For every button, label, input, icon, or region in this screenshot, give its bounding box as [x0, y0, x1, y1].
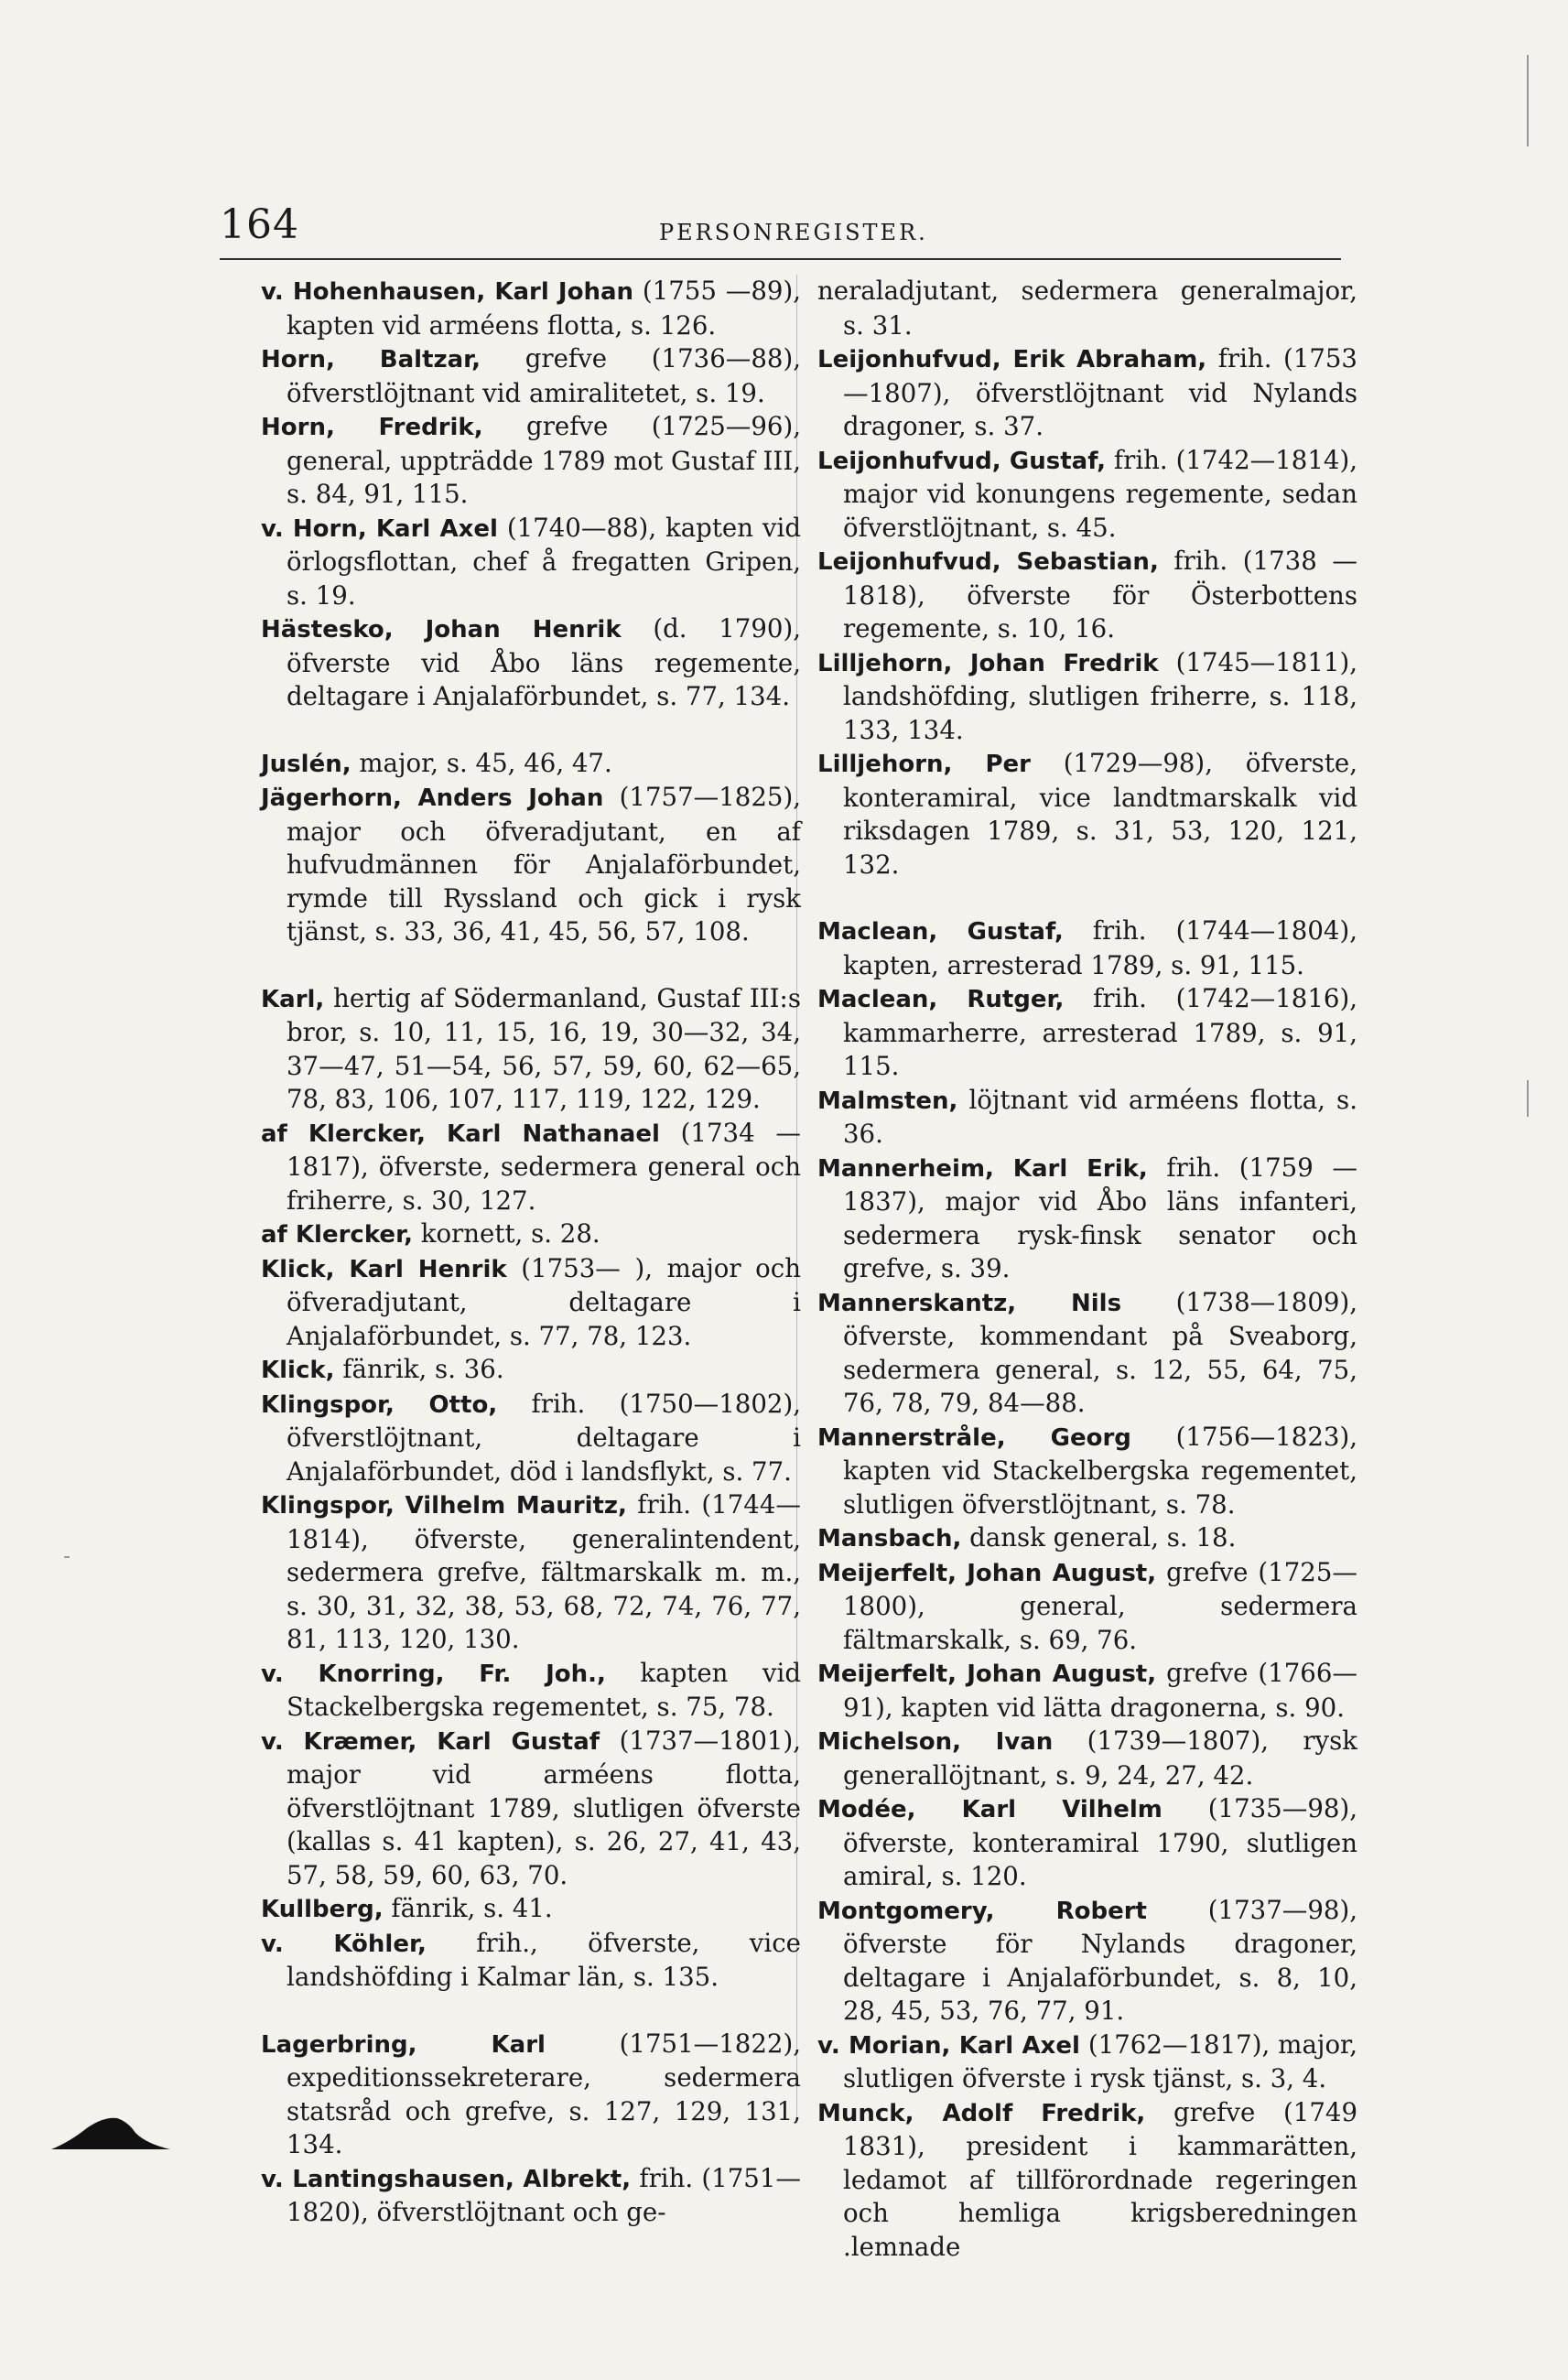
- register-entry: [817, 545, 1357, 646]
- register-entry: [261, 1892, 801, 1927]
- entry-name: Leijonhufvud, Gustaf,: [817, 447, 1106, 475]
- entry-text: frih. (1753—1807), öfverstlöjtnant vid Nylands dragoner, s. 37.: [843, 343, 1357, 441]
- entry-text: (1745—1811), landshöfding, slutligen friherre, s. 118, 133, 134.: [843, 646, 1357, 745]
- entry-name: v. Horn, Karl Axel: [261, 514, 498, 543]
- register-entry: [817, 1556, 1357, 1658]
- register-entry: [817, 747, 1357, 882]
- entry-text: (1762—1817), major, slutligen öfverste i rysk tjänst, s. 3, 4.: [843, 2028, 1357, 2093]
- register-entry: [261, 410, 801, 512]
- register-entry: [817, 1421, 1357, 1522]
- register-entry: [817, 2028, 1357, 2096]
- entry-name: Leijonhufvud, Sebastian,: [817, 548, 1159, 576]
- register-entry: [817, 1894, 1357, 2028]
- entry-text: frih. (1744—1814), öfverste, generalintendent, sedermera grefve, fältmarskalk m. m., s. 30, 31, 32, 38, 53, 68, 72, 74, 76, 77, 81, 113, 120, 130.: [287, 1489, 801, 1654]
- entry-name: Lagerbring, Karl: [261, 2030, 546, 2059]
- page-edge-mark: [1527, 1080, 1529, 1117]
- entry-text: (1739—1807), rysk generallöjtnant, s. 9, 24, 27, 42.: [843, 1726, 1357, 1790]
- register-entry: [817, 1521, 1357, 1556]
- entry-name: v. Hohenhausen, Karl Johan: [261, 278, 634, 306]
- entry-name: Juslén,: [261, 750, 351, 778]
- register-entry: [261, 1252, 801, 1354]
- entry-name: Horn, Baltzar,: [261, 346, 481, 373]
- entry-name: Munck, Adolf Fredrik,: [817, 2099, 1146, 2127]
- entry-name: Montgomery, Robert: [817, 1897, 1147, 1925]
- register-entry: [261, 1725, 801, 1893]
- register-entry: [817, 1725, 1357, 1792]
- register-entry: [817, 1286, 1357, 1421]
- entry-name: Lilljehorn, Per: [817, 751, 1031, 778]
- entry-name: Hästesko, Johan Henrik: [261, 616, 622, 644]
- register-entry: [261, 612, 801, 714]
- entry-text: grefve (1736—88), öfverstlöjtnant vid amiralitetet, s. 19.: [287, 343, 801, 408]
- page-edge-mark: [64, 1556, 70, 1558]
- entry-name: Modée, Karl Vilhelm: [817, 1796, 1162, 1823]
- entry-text: neraladjutant, sedermera generalmajor, s. 31.: [817, 276, 1357, 341]
- entry-text: dansk general, s. 18.: [961, 1522, 1237, 1552]
- entry-text: frih. (1742—1814), major vid konungens regemente, sedan öfverstlöjtnant, s. 45.: [843, 444, 1357, 543]
- entry-text: (1735—98), öfverste, konteramiral 1790, slutligen amiral, s. 120.: [843, 1793, 1357, 1891]
- entry-name: Malmsten,: [817, 1087, 958, 1115]
- register-entry: [817, 982, 1357, 1084]
- entry-name: v. Morian, Karl Axel: [817, 2031, 1080, 2060]
- entry-name: Michelson, Ivan: [817, 1728, 1054, 1756]
- entry-name: Horn, Fredrik,: [261, 414, 483, 441]
- register-entry: [261, 1388, 801, 1489]
- entry-name: Leijonhufvud, Erik Abraham,: [817, 346, 1207, 373]
- register-entry: [261, 342, 801, 410]
- left-column: [261, 275, 801, 2230]
- entry-text: grefve (1766—91), kapten vid lätta dragonerna, s. 90.: [843, 1658, 1357, 1723]
- register-entry: [261, 1353, 801, 1388]
- page-number: 164: [220, 201, 299, 248]
- register-entry: [261, 1217, 801, 1252]
- entry-text: frih. (1759 —1837), major vid Åbo läns infanteri, sedermera rysk-finsk senator och grefve, s. 39.: [843, 1152, 1357, 1283]
- register-entry: [817, 275, 1357, 342]
- entry-text: (1729—98), öfverste, konteramiral, vice landtmarskalk vid riksdagen 1789, s. 31, 53, 120, 121, 132.: [843, 748, 1358, 880]
- register-entry: [261, 1117, 801, 1218]
- entry-text: grefve (1725—96), general, uppträdde 1789 mot Gustaf III, s. 84, 91, 115.: [287, 411, 802, 509]
- entry-name: Meijerfelt, Johan August,: [817, 1661, 1157, 1688]
- entry-name: v. Kræmer, Karl Gustaf: [261, 1727, 600, 1756]
- register-entry: [261, 982, 801, 1117]
- register-entry: [817, 1084, 1357, 1152]
- register-entry: [817, 1152, 1357, 1286]
- entry-text: frih. (1751—1820), öfverstlöjtnant och ge-: [287, 2162, 801, 2227]
- register-entry: [261, 275, 801, 342]
- entry-text: frih. (1738 —1818), öfverste för Österbottens regemente, s. 10, 16.: [843, 546, 1357, 644]
- entry-name: af Klercker,: [261, 1221, 413, 1249]
- entry-text: (1756—1823), kapten vid Stackelbergska regementet, slutligen öfverstlöjtnant, s. 78.: [843, 1421, 1357, 1520]
- entry-text: (1734 —1817), öfverste, sedermera general och friherre, s. 30, 127.: [287, 1117, 801, 1216]
- entry-name: v. Lantingshausen, Albrekt,: [261, 2165, 632, 2193]
- entry-name: v. Köhler,: [261, 1930, 427, 1958]
- entry-name: Jägerhorn, Anders Johan: [261, 784, 604, 812]
- entry-name: Klick, Karl Henrik: [261, 1255, 507, 1283]
- entry-name: Meijerfelt, Johan August,: [817, 1559, 1157, 1587]
- entry-text: löjtnant vid arméens flotta, s. 36.: [843, 1084, 1357, 1149]
- register-entry: [261, 1488, 801, 1657]
- entry-text: (1751—1822), expeditionssekreterare, sedermera statsråd och grefve, s. 127, 129, 131, 134.: [287, 2028, 801, 2159]
- entry-name: Klingspor, Otto,: [261, 1390, 498, 1419]
- register-entry: [261, 747, 801, 782]
- register-entry: [817, 342, 1357, 444]
- entry-text: (1737—98), öfverste för Nylands dragoner, deltagare i Anjalaförbundet, s. 8, 10, 28, 45, 53, 76, 77, 91.: [843, 1894, 1357, 2026]
- register-entry: [817, 444, 1357, 546]
- entry-text: frih. (1742—1816), kammarherre, arresterad 1789, s. 91, 115.: [843, 983, 1357, 1081]
- register-entry: [817, 646, 1357, 748]
- right-column: [817, 275, 1357, 2264]
- entry-text: (1740—88), kapten vid örlogsflottan, chef å fregatten Gripen, s. 19.: [287, 512, 801, 611]
- entry-name: Lilljehorn, Johan Fredrik: [817, 649, 1159, 677]
- register-entry: [261, 2028, 801, 2162]
- entry-name: Mansbach,: [817, 1525, 962, 1552]
- entry-name: Kullberg,: [261, 1896, 384, 1923]
- entry-name: Klingspor, Vilhelm Mauritz,: [261, 1492, 627, 1520]
- entry-text: frih., öfverste, vice landshöfding i Kalmar län, s. 135.: [287, 1927, 802, 1992]
- register-entry: [261, 2162, 801, 2230]
- entry-name: v. Knorring, Fr. Joh.,: [261, 1660, 606, 1688]
- entry-text: (1753— ), major och öfveradjutant, deltagare i Anjalaförbundet, s. 77, 78, 123.: [287, 1252, 801, 1351]
- entry-text: fänrik, s. 41.: [383, 1893, 553, 1923]
- entry-name: Mannerstråle, Georg: [817, 1423, 1131, 1452]
- register-entry: [817, 1792, 1357, 1894]
- page-edge-mark: [1527, 55, 1529, 146]
- entry-text: kapten vid Stackelbergska regementet, s. 75, 78.: [287, 1657, 801, 1722]
- page-header: [220, 194, 1341, 260]
- register-entry: [817, 914, 1357, 982]
- register-entry: [261, 1657, 801, 1725]
- entry-name: Mannerheim, Karl Erik,: [817, 1154, 1148, 1183]
- entry-text: hertig af Södermanland, Gustaf III:s bror, s. 10, 11, 15, 16, 19, 30—32, 34, 37—47, 51—54, 56, 57, 59, 60, 62—65, 78, 83, 106, 107, 117, 119, 122, 129.: [287, 982, 801, 1114]
- entry-name: Karl,: [261, 985, 325, 1013]
- entry-text: frih. (1744—1804), kapten, arresterad 1789, s. 91, 115.: [843, 915, 1357, 980]
- entry-name: af Klercker, Karl Nathanael: [261, 1120, 660, 1148]
- register-entry: [261, 512, 801, 613]
- register-entry: [261, 781, 801, 949]
- running-head: PERSONREGISTER.: [659, 220, 928, 245]
- entry-text: grefve (1725—1800), general, sedermera fältmarskalk, s. 69, 76.: [843, 1556, 1357, 1655]
- entry-text: fänrik, s. 36.: [334, 1354, 504, 1384]
- entry-text: major, s. 45, 46, 47.: [351, 747, 612, 778]
- register-entry: [817, 1657, 1357, 1725]
- entry-text: frih. (1750—1802), öfverstlöjtnant, deltagare i Anjalaförbundet, död i landsflykt, s. 77.: [287, 1388, 801, 1487]
- entry-name: Klick,: [261, 1357, 335, 1384]
- entry-name: Maclean, Rutger,: [817, 986, 1065, 1013]
- entry-text: (1755 —89), kapten vid arméens flotta, s. 126.: [287, 276, 801, 341]
- ink-blot-ornament: [51, 2115, 170, 2151]
- entry-text: (d. 1790), öfverste vid Åbo läns regemente, deltagare i Anjalaförbundet, s. 77, 134.: [287, 613, 801, 711]
- register-entry: [817, 2096, 1357, 2265]
- entry-text: (1737—1801), major vid arméens flotta, öfverstlöjtnant 1789, slutligen öfverste (kallas s. 41 kapten), s. 26, 27, 41, 43, 57, 58, 59, 60, 63, 70.: [287, 1725, 801, 1890]
- entry-text: kornett, s. 28.: [412, 1218, 600, 1249]
- entry-name: Mannerskantz, Nils: [817, 1289, 1122, 1317]
- entry-text: (1738—1809), öfverste, kommendant på Sveaborg, sedermera general, s. 12, 55, 64, 75, 76, 78, 79, 84—88.: [843, 1286, 1357, 1418]
- entry-name: Maclean, Gustaf,: [817, 918, 1064, 946]
- entry-text: grefve (1749 1831), president i kammarätten, ledamot af tillförordnade regeringen och hemliga krigsberedningen .lemnade: [843, 2096, 1357, 2262]
- register-entry: [261, 1927, 801, 1995]
- entry-text: (1757—1825), major och öfveradjutant, en af hufvudmännen för Anjalaförbundet, rymde till Ryssland och gick i rysk tjänst, s. 33, 36, 41, 45, 56, 57, 108.: [287, 782, 802, 947]
